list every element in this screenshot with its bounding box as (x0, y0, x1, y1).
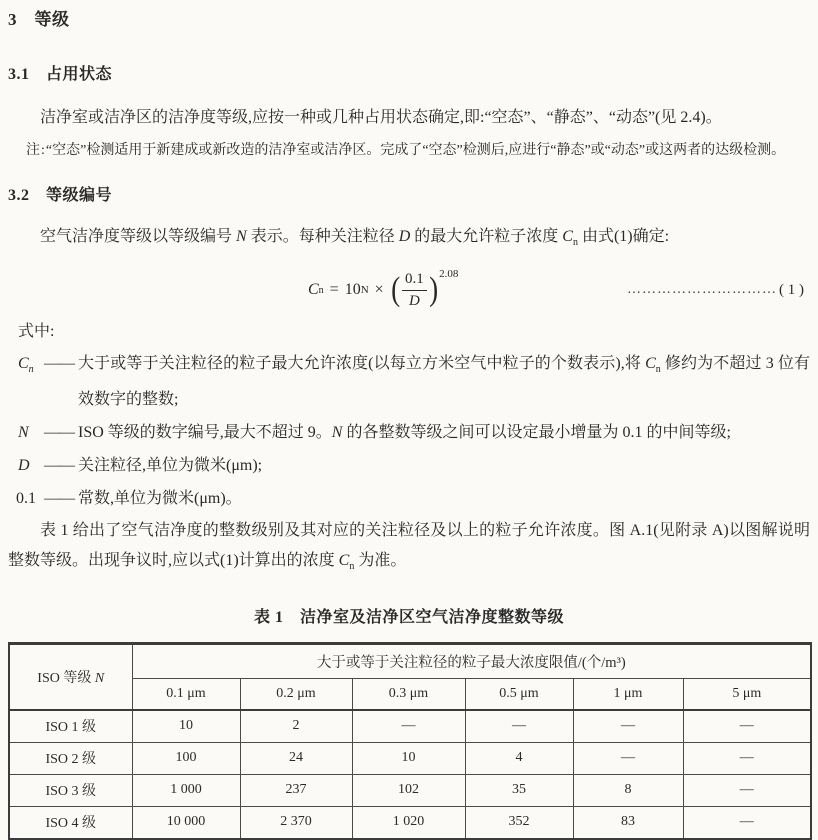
multiply-sign: × (374, 281, 384, 299)
cell: 352 (465, 806, 573, 839)
definition-Cn (8, 349, 810, 415)
cell: 1 020 (352, 806, 465, 839)
table-header-row-1 (9, 643, 811, 678)
cell: 10 (352, 742, 465, 774)
definition-Cn-text: 大于或等于关注粒径的粒子最大允许浓度(以每立方米空气中粒子的个数表示),将 $C_n$ 修约为不超过 3 位有效数字的整数; (78, 355, 810, 409)
var-C: C (338, 552, 350, 570)
section-3-2-heading: 3.2 等级编号 (8, 187, 113, 204)
var-D: D (398, 228, 411, 245)
var-N: N (236, 228, 247, 245)
table-row-iso4 (9, 806, 811, 839)
cell: — (573, 742, 683, 774)
dot-leader: ………………………… (627, 282, 777, 298)
var-C-sub: n (572, 237, 578, 249)
definition-N-text: ISO 等级的数字编号,最大不超过 9。N 的各整数等级之间可以设定最小增量为 0.1 的中间等级; (78, 424, 731, 442)
class-number-paragraph (8, 222, 810, 258)
note-block (8, 136, 810, 166)
note-label: 注: (26, 143, 46, 158)
cell: 4 (465, 742, 573, 774)
cell: 35 (465, 774, 573, 806)
cell: 24 (240, 742, 352, 774)
cell: 2 (240, 710, 352, 743)
fraction-numerator: 0.1 (402, 270, 427, 291)
intro-text: 表示。每种关注粒径 (246, 228, 399, 245)
cell: 10 000 (132, 806, 240, 839)
closing-paragraph (8, 516, 810, 582)
term-Cn: $C_n$ (18, 355, 34, 376)
occupancy-paragraph: 洁净室或洁净区的洁净度等级,应按一种或几种占用状态确定,即:“空态”、“静态”、“动态”(见 2.4)。 (40, 109, 722, 126)
cell: 10 (132, 710, 240, 743)
equation-1-expression (308, 267, 459, 311)
row-label: ISO 4 级 (9, 806, 132, 839)
definition-N (8, 418, 810, 448)
definition-D-text: 关注粒径,单位为微米(μm); (78, 457, 263, 475)
closing-text: 为准。 (354, 552, 407, 570)
row-label: ISO 2 级 (9, 742, 132, 774)
cell: 100 (132, 742, 240, 774)
fraction (402, 270, 427, 311)
cell: 237 (240, 774, 352, 806)
intro-text: 的最大允许粒子浓度 (410, 228, 563, 245)
table-row-iso3 (9, 774, 811, 806)
dash: —— (44, 490, 74, 508)
term-N: N (18, 424, 29, 442)
dash: —— (44, 355, 74, 373)
intro-text: 由式(1)确定: (577, 228, 670, 245)
table-row-iso2 (9, 742, 811, 774)
header-1um: 1 μm (573, 678, 683, 710)
header-5um: 5 μm (683, 678, 811, 710)
cell: — (683, 742, 811, 774)
header-0-3um: 0.3 μm (352, 678, 465, 710)
section-3-heading: 3 等级 (8, 10, 70, 29)
cell: — (683, 710, 811, 743)
cell: — (683, 806, 811, 839)
table-row-iso1 (9, 710, 811, 743)
formula-base-10: 10 (344, 281, 361, 299)
term-D: D (18, 457, 30, 475)
term-0-1: 0.1 (16, 490, 36, 508)
cell: 8 (573, 774, 683, 806)
close-paren: ) (428, 271, 438, 309)
section-3-1-heading: 3.1 占用状态 (8, 66, 113, 83)
definition-0-1 (8, 484, 810, 514)
formula-C: C (308, 281, 319, 299)
cell: 2 370 (240, 806, 352, 839)
intro-text: 空气洁净度等级以等级编号 (40, 228, 237, 245)
dash: —— (44, 424, 74, 442)
equation-1 (8, 264, 810, 316)
table-1-title: 表 1 洁净室及洁净区空气洁净度整数等级 (253, 608, 564, 626)
cell: 83 (573, 806, 683, 839)
header-0-1um: 0.1 μm (132, 678, 240, 710)
definition-0-1-text: 常数,单位为微米(μm)。 (78, 490, 242, 508)
cell: 102 (352, 774, 465, 806)
header-iso-class: ISO 等级 N (9, 643, 132, 710)
cell: — (465, 710, 573, 743)
note-text: “空态”检测适用于新建成或新改造的洁净室或洁净区。完成了“空态”检测后,应进行“静态”或“动态”或这两者的达级检测。 (45, 143, 786, 158)
var-C-sub: n (349, 561, 355, 573)
formula-exponent-N: N (360, 284, 369, 297)
cell: — (683, 774, 811, 806)
header-concentration-limit: 大于或等于关注粒径的粒子最大浓度限值/(个/m³) (132, 643, 811, 678)
cell: — (352, 710, 465, 743)
equation-number: ( 1 ) (779, 281, 804, 298)
where-label: 式中: (18, 323, 55, 341)
cell: 1 000 (132, 774, 240, 806)
open-paren: ( (390, 271, 400, 309)
row-label: ISO 1 级 (9, 710, 132, 743)
var-C: C (562, 228, 573, 245)
closing-text: 表 1 给出了空气洁净度的整数级别及其对应的关注粒径及以上的粒子允许浓度。图 A.1(见附录 A)以图解说明整数等级。出现争议时,应以式(1)计算出的浓度 (8, 522, 810, 570)
formula-power: 2.08 (439, 267, 459, 280)
iso-class-table (8, 642, 812, 840)
row-label: ISO 3 级 (9, 774, 132, 806)
header-0-5um: 0.5 μm (465, 678, 573, 710)
definition-D (8, 451, 810, 481)
header-0-2um: 0.2 μm (240, 678, 352, 710)
dash: —— (44, 457, 74, 475)
equals-sign: = (329, 281, 339, 299)
fraction-denominator: D (408, 292, 420, 309)
cell: — (573, 710, 683, 743)
formula-C-sub: n (318, 284, 324, 296)
